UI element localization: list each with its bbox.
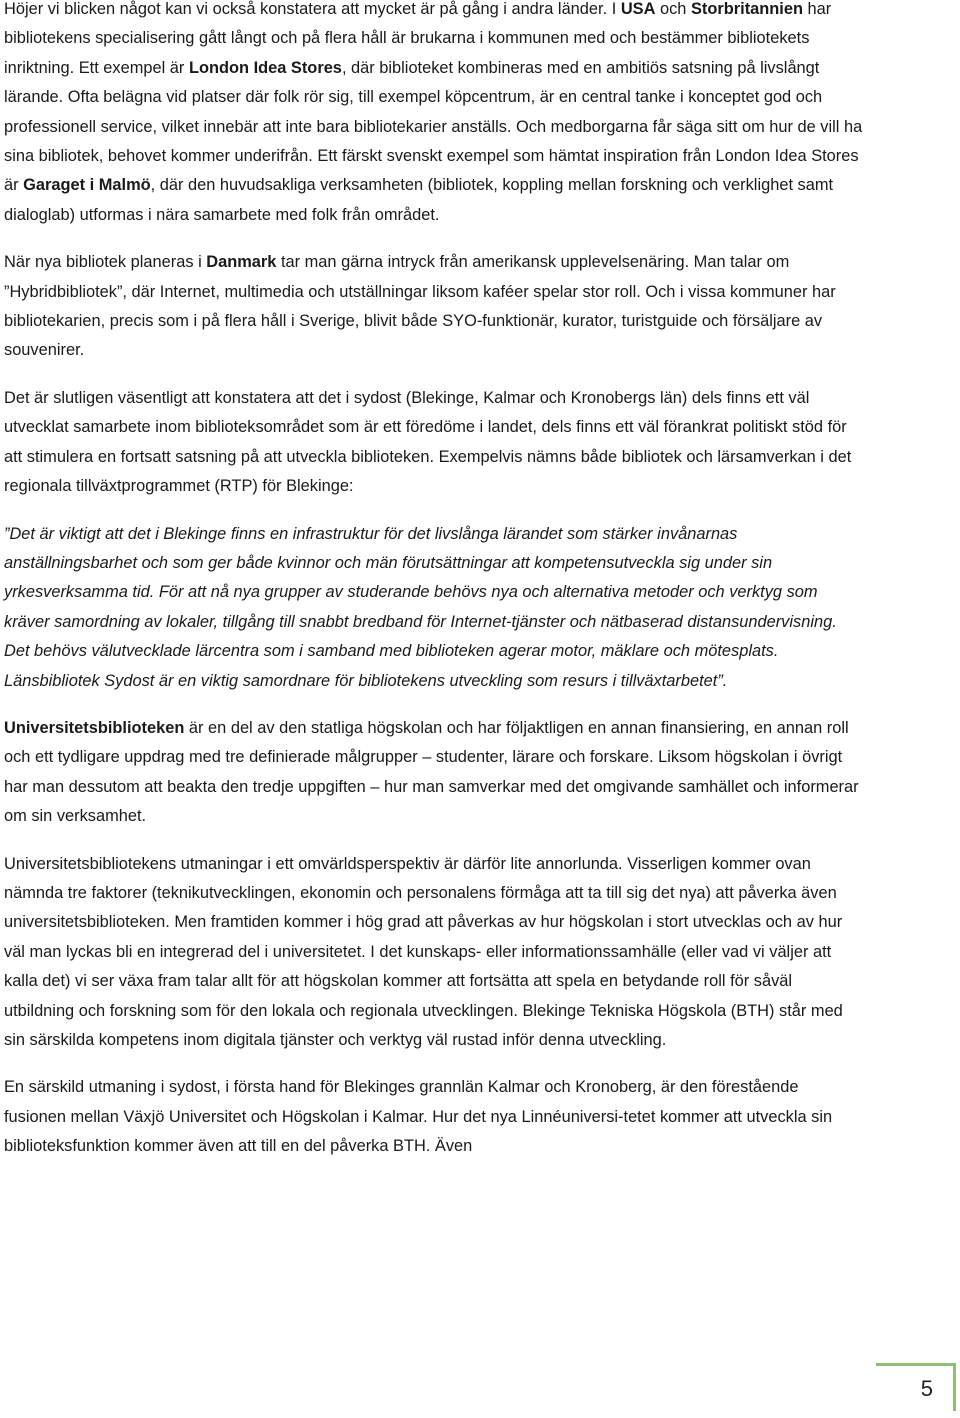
text-span: tar man gärna intryck från amerikansk upplevelsenäring. Man talar om ”Hybridbibliotek”, där Internet, multimedia och utställningar liksom kaféer spelar stor roll. Och i vissa kommuner har bibliotekarien, precis som i på flera håll i Sverige, blivit både SYO-funktionär, kurator, turistguide och försäljare av souvenirer. xyxy=(4,253,836,360)
paragraph-fusion: En särskild utmaning i sydost, i första hand för Blekinges grannlän Kalmar och Kronoberg, är den förestående fusionen mellan Växjö Universitet och Högskolan i Kalmar. Hur det nya Linnéuniversi-tetet kommer att utveckla sin biblioteksfunktion kommer även att till en del påverka BTH. Även xyxy=(4,1078,833,1156)
bold-usa: USA xyxy=(620,0,656,18)
document-page xyxy=(4,0,864,1162)
paragraph-sydost: Det är slutligen väsentligt att konstatera att det i sydost (Blekinge, Kalmar och Kronobergs län) dels finns ett väl utvecklat samarbete inom biblioteksområdet som är ett föredöme i landet, dels finns ett väl förankrat politiskt stöd för att stimulera en fortsatt satsning på att utveckla biblioteken. Exempelvis nämns både bibliotek och lärsamverkan i det regionala tillväxtprogrammet (RTP) för Blekinge: xyxy=(4,388,852,496)
page-number: 5 xyxy=(920,1376,933,1401)
paragraph-universitetsbiblioteken xyxy=(4,714,864,832)
bold-universitetsbiblioteken: Universitetsbiblioteken xyxy=(4,718,185,737)
paragraph-challenges: Universitetsbibliotekens utmaningar i ett omvärldsperspektiv är därför lite annorlunda. Visserligen kommer ovan nämnda tre faktorer (teknikutvecklingen, ekonomin och personalens förmåga att ta till sig det nya) att påverka även universitetsbiblioteken. Men framtiden kommer i hög grad att påverkas av hur högskolan i stort utvecklas och av hur väl man lyckas bli en integrerad del i universitetet. I det kunskaps- eller informationssamhälle (eller vad vi väljer att kalla det) vi ser växa fram talar allt för att högskolan kommer att fortsätta att spela en betydande roll för såväl utbildning och forskning som för den lokala och regionala utvecklingen. Blekinge Tekniska Högskola (BTH) står med sin särskilda kompetens inom digitala tjänster och verktyg väl rustad inför denna utveckling. xyxy=(4,854,843,1049)
quote-rtp-blekinge: ”Det är viktigt att det i Blekinge finns en infrastruktur för det livslånga lärandet som stärker invånarnas anställningsbarhet och som ger både kvinnor och män förutsättningar att kompetensutveckla sig under sin yrkesverksamma tid. För att nå nya grupper av studerande behövs nya och alternativa metoder och verktyg som kräver samordning av lokaler, tillgång till snabbt bredband för Internet-tjänster och nätbaserad distansundervisning. Det behövs välutvecklade lärcentra som i samband med biblioteken agerar motor, mäklare och mötesplats. Länsbibliotek Sydost är en viktig samordnare för bibliotekens utveckling som resurs i tillväxtarbetet”. xyxy=(4,524,837,690)
text-span: När nya bibliotek planeras i xyxy=(4,253,207,272)
text-span: , där den huvudsakliga verksamheten (bibliotek, koppling mellan forskning och verklighet samt dialoglab) utformas i nära samarbete med folk från området. xyxy=(4,176,834,224)
paragraph-international-libraries xyxy=(4,0,864,230)
text-span: , där biblioteket kombineras med en ambitiös satsning på livslångt lärande. Ofta belägna vid platser där folk rör sig, till exempel köpcentrum, är en central tanke i konceptet god och professionell service, vilket innebär att inte bara bibliotekarier anställs. Och medborgarna får säga sitt om hur de vill ha sina bibliotek, behovet kommer underifrån. Ett färskt svenskt exempel som hämtat inspiration från London Idea Stores är xyxy=(4,58,863,195)
text-span: och xyxy=(655,0,691,18)
text-span: är en del av den statliga högskolan och har följaktligen en annan finansiering, en annan roll och ett tydligare uppdrag med tre definierade målgrupper – studenter, lärare och forskare. Liksom högskolan i övrigt har man dessutom att beakta den tredje uppgiften – hur man samverkar med det omgivande samhället och informerar om sin verksamhet. xyxy=(4,718,859,826)
text-span: Höjer vi blicken något kan vi också konstatera att mycket är på gång i andra länder. I xyxy=(4,0,621,18)
paragraph-denmark xyxy=(4,248,864,366)
text-span: har bibliotekens specialisering gått långt och på flera håll är brukarna i kommunen med och bestämmer bibliotekets inriktning. Ett exempel är xyxy=(4,0,832,77)
bold-danmark: Danmark xyxy=(206,253,277,272)
bold-storbritannien: Storbritannien xyxy=(690,0,803,18)
bold-london-idea-stores: London Idea Stores xyxy=(188,58,342,77)
bold-garaget-malmo: Garaget i Malmö xyxy=(23,176,151,195)
page-number-box xyxy=(876,1363,956,1411)
